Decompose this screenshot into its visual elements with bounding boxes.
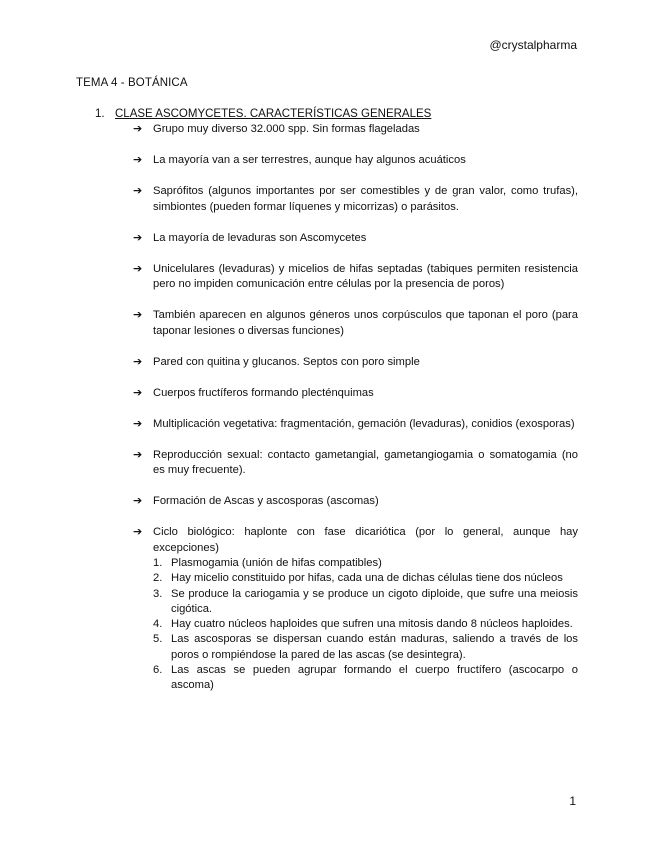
arrow-icon: ➔ [133,123,143,135]
list-item [133,386,578,402]
list-item [133,448,578,479]
arrow-icon: ➔ [133,417,143,430]
list-item [133,525,578,694]
step-text: Hay micelio constituido por hifas, cada una de dichas células tiene dos núcleos [171,572,563,585]
arrow-icon: ➔ [133,448,143,461]
list-item [133,231,578,247]
document-title: TEMA 4 - BOTÁNICA [76,77,188,89]
arrow-icon: ➔ [133,262,143,275]
list-item-text: Saprófitos (algunos importantes por ser comestibles y de gran valor, como trufas), simbiontes (pueden formar líquenes y micorrizas) o parásitos. [153,185,578,213]
section-heading [95,107,578,122]
page-number: 1 [569,794,576,808]
list-item [133,122,578,138]
step-number: 2. [153,572,163,585]
list-item [133,494,578,510]
list-item [133,153,578,169]
step-item [153,587,578,618]
list-item-text: La mayoría de levaduras son Ascomycetes [153,231,367,244]
step-text: Se produce la cariogamia y se produce un cigoto diploide, que sufre una meiosis cigótica. [171,587,578,615]
list-item-text: Formación de Ascas y ascosporas (ascomas) [153,495,379,507]
step-text: Plasmogamia (unión de hifas compatibles) [171,557,382,569]
step-item [153,556,578,571]
arrow-icon: ➔ [133,526,143,538]
arrow-icon: ➔ [133,185,143,197]
list-item-text: También aparecen en algunos géneros unos corpúsculos que taponan el poro (para taponar lesiones o diversas funciones) [153,309,578,337]
step-text: Hay cuatro núcleos haploides que sufren una mitosis dando 8 núcleos haploides. [171,618,573,631]
section-number: 1. [95,108,105,120]
list-item-text: Unicelulares (levaduras) y micelios de hifas septadas (tabiques permiten resistencia pero no impiden comunicación entre células por la presencia de poros) [153,262,578,290]
step-number: 4. [153,618,163,631]
arrow-icon: ➔ [133,495,143,507]
life-cycle-steps [153,556,578,694]
list-item-text: Ciclo biológico: haplonte con fase dicariótica (por lo general, aunque hay excepciones) [153,526,578,554]
step-text: Las ascas se pueden agrupar formando el cuerpo fructífero (ascocarpo o ascoma) [171,664,578,692]
list-item [133,355,578,371]
arrow-icon: ➔ [133,231,143,244]
step-item [153,617,578,632]
list-item-text: Pared con quitina y glucanos. Septos con poro simple [153,355,420,368]
step-number: 6. [153,664,163,677]
step-item [153,571,578,586]
arrow-icon: ➔ [133,386,143,399]
step-item [153,663,578,694]
list-item [133,417,578,433]
arrow-icon: ➔ [133,154,143,166]
list-item-text: Cuerpos fructíferos formando plecténquimas [153,386,374,399]
list-item-text: Multiplicación vegetativa: fragmentación, gemación (levaduras), conidios (exosporas) [153,417,575,430]
list-item [133,308,578,339]
arrow-icon: ➔ [133,309,143,321]
list-item-text: La mayoría van a ser terrestres, aunque hay algunos acuáticos [153,154,466,166]
section-ascomycetes [95,107,578,692]
step-text: Las ascosporas se dispersan cuando están maduras, saliendo a través de los poros o rompiéndose la pared de las ascas (se desintegra). [171,633,578,661]
list-item-text: Reproducción sexual: contacto gametangial, gametangiogamia o somatogamia (no es muy frecuente). [153,448,578,476]
list-item-text: Grupo muy diverso 32.000 spp. Sin formas flageladas [153,123,420,135]
author-handle: @crystalpharma [489,38,577,52]
section-heading-text: CLASE ASCOMYCETES. CARACTERÍSTICAS GENERALES [115,108,432,120]
step-item [153,632,578,663]
arrow-icon: ➔ [133,355,143,368]
list-item [133,262,578,293]
characteristics-list [133,122,578,694]
list-item [133,184,578,215]
step-number: 1. [153,557,163,569]
step-number: 3. [153,587,163,600]
step-number: 5. [153,633,163,646]
